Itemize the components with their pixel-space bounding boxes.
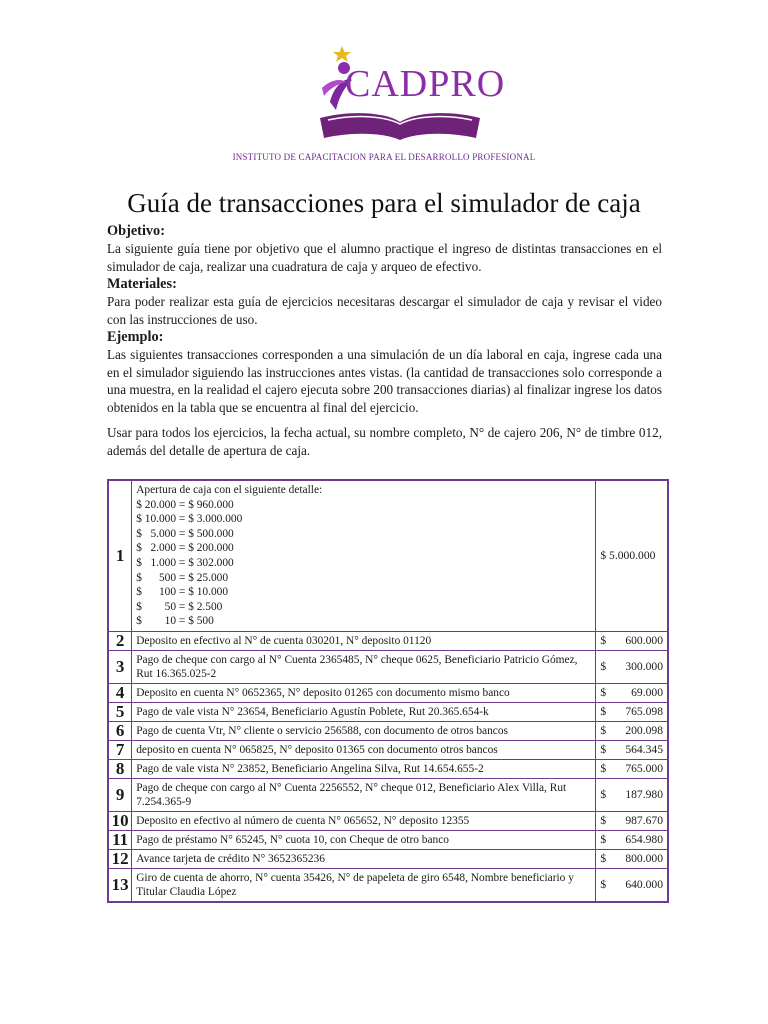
row-amount: 654.980	[625, 832, 663, 846]
transactions-table	[107, 479, 669, 903]
row-amount-cell	[596, 830, 668, 849]
currency-symbol: $	[600, 659, 607, 673]
currency-symbol: $	[600, 832, 607, 846]
row-amount-cell	[596, 868, 668, 902]
row-amount: 300.000	[625, 659, 663, 673]
currency-symbol: $	[600, 685, 607, 699]
row-number: 7	[108, 740, 132, 759]
cadpro-logo	[300, 40, 506, 145]
currency-symbol: $	[600, 851, 607, 865]
opening-detail-line: $ 20.000 = $ 960.000	[136, 498, 234, 511]
institute-name: INSTITUTO DE CAPACITACION PARA EL DESARROLLO PROFESIONAL	[232, 152, 536, 162]
row-number: 3	[108, 650, 132, 683]
row-amount: 800.000	[625, 851, 663, 865]
currency-symbol: $	[600, 813, 607, 827]
row-amount-cell	[596, 650, 668, 683]
currency-symbol: $	[600, 877, 607, 891]
row-amount: 69.000	[631, 685, 663, 699]
materiales-heading: Materiales:	[107, 276, 177, 292]
row-number: 2	[108, 631, 132, 650]
row-description: Pago de vale vista N° 23654, Beneficiario Agustín Poblete, Rut 20.365.654-k	[132, 702, 596, 721]
row-amount-cell	[596, 778, 668, 811]
table-row	[108, 740, 668, 759]
table-row	[108, 480, 668, 631]
row-number: 13	[108, 868, 132, 902]
table-row	[108, 683, 668, 702]
row-amount-cell	[596, 702, 668, 721]
opening-detail	[132, 480, 596, 631]
table-row	[108, 830, 668, 849]
currency-symbol: $	[600, 742, 607, 756]
row-description: Deposito en efectivo al número de cuenta N° 065652, N° deposito 12355	[132, 811, 596, 830]
row-amount: 564.345	[625, 742, 663, 756]
row-number: 4	[108, 683, 132, 702]
row-amount-cell	[596, 721, 668, 740]
table-row	[108, 849, 668, 868]
row-amount: 600.000	[625, 633, 663, 647]
currency-symbol: $	[600, 633, 607, 647]
opening-detail-line: $ 10.000 = $ 3.000.000	[136, 513, 243, 526]
row-amount: 640.000	[625, 877, 663, 891]
opening-detail-line: $ 100 = $ 10.000	[136, 586, 229, 599]
currency-symbol: $	[600, 723, 607, 737]
logo-text: CADPRO	[345, 63, 506, 105]
row-description: Pago de cheque con cargo al N° Cuenta 2256552, N° cheque 012, Beneficiario Alex Villa, Rut 7.254.365-9	[132, 778, 596, 811]
document-body	[107, 222, 662, 459]
row-description: Pago de préstamo N° 65245, N° cuota 10, con Cheque de otro banco	[132, 830, 596, 849]
opening-detail-line: $ 1.000 = $ 302.000	[136, 556, 234, 569]
row-description: Deposito en cuenta N° 0652365, N° deposito 01265 con documento mismo banco	[132, 683, 596, 702]
row-amount: $ 5.000.000	[596, 480, 668, 631]
objetivo-text: La siguiente guía tiene por objetivo que el alumno practique el ingreso de distintas transacciones en el simulador de caja, realizar una cuadratura de caja y arqueo de efectivo.	[107, 241, 662, 274]
row-description: deposito en cuenta N° 065825, N° deposito 01365 con documento otros bancos	[132, 740, 596, 759]
star-icon	[333, 46, 351, 62]
row-amount: 987.670	[625, 813, 663, 827]
materiales-text: Para poder realizar esta guía de ejercicios necesitaras descargar el simulador de caja y revisar el video con las instrucciones de uso.	[107, 294, 662, 327]
opening-detail-line: $ 2.000 = $ 200.000	[136, 542, 234, 555]
opening-detail-line: Apertura de caja con el siguiente detalle:	[136, 484, 323, 496]
row-number: 8	[108, 759, 132, 778]
table-row	[108, 650, 668, 683]
row-amount-cell	[596, 759, 668, 778]
row-amount-cell	[596, 631, 668, 650]
row-number: 5	[108, 702, 132, 721]
table-row	[108, 721, 668, 740]
row-amount: 200.098	[625, 723, 663, 737]
row-description: Pago de vale vista N° 23852, Beneficiario Angelina Silva, Rut 14.654.655-2	[132, 759, 596, 778]
row-description: Giro de cuenta de ahorro, N° cuenta 35426, N° de papeleta de giro 6548, Nombre beneficiario y Titular Claudia López	[132, 868, 596, 902]
objetivo-heading: Objetivo:	[107, 223, 165, 239]
row-number: 1	[108, 480, 132, 631]
usar-text: Usar para todos los ejercicios, la fecha actual, su nombre completo, N° de cajero 206, N° de timbre 012, además del detalle de apertura de caja.	[107, 425, 662, 458]
table-row	[108, 778, 668, 811]
row-number: 12	[108, 849, 132, 868]
row-amount: 765.098	[625, 704, 663, 718]
opening-detail-line: $ 5.000 = $ 500.000	[136, 527, 234, 540]
row-amount: 187.980	[625, 787, 663, 801]
row-number: 10	[108, 811, 132, 830]
table-row	[108, 811, 668, 830]
currency-symbol: $	[600, 704, 607, 718]
row-description: Avance tarjeta de crédito N° 3652365236	[132, 849, 596, 868]
table-row	[108, 631, 668, 650]
table-row	[108, 759, 668, 778]
row-amount-cell	[596, 740, 668, 759]
row-description: Pago de cuenta Vtr, N° cliente o servicio 256588, con documento de otros bancos	[132, 721, 596, 740]
table-row	[108, 702, 668, 721]
row-number: 6	[108, 721, 132, 740]
row-number: 9	[108, 778, 132, 811]
row-amount-cell	[596, 849, 668, 868]
page-title: Guía de transacciones para el simulador de caja	[127, 188, 641, 218]
currency-symbol: $	[600, 787, 607, 801]
opening-detail-line: $ 500 = $ 25.000	[136, 571, 229, 584]
ejemplo-text: Las siguientes transacciones corresponden a una simulación de un día laboral en caja, ingrese cada una en el simulador siguiendo las instrucciones antes vistas. (la cantidad de transacciones solo corresponde a una muestra, en la realidad el cajero ejecuta sobre 200 transacciones diarias) al finalizar ingrese los datos obtenidos en la tabla que se encuentra al final del ejercicio.	[107, 347, 662, 415]
row-amount: 765.000	[625, 761, 663, 775]
ejemplo-heading: Ejemplo:	[107, 329, 164, 345]
row-description: Deposito en efectivo al N° de cuenta 030201, N° deposito 01120	[132, 631, 596, 650]
row-amount-cell	[596, 683, 668, 702]
currency-symbol: $	[600, 761, 607, 775]
row-amount-cell	[596, 811, 668, 830]
opening-detail-line: $ 50 = $ 2.500	[136, 600, 223, 613]
row-description: Pago de cheque con cargo al N° Cuenta 2365485, N° cheque 0625, Beneficiario Patricio Gómez, Rut 16.365.025-2	[132, 650, 596, 683]
table-row	[108, 868, 668, 902]
opening-detail-line: $ 10 = $ 500	[136, 615, 214, 628]
row-number: 11	[108, 830, 132, 849]
